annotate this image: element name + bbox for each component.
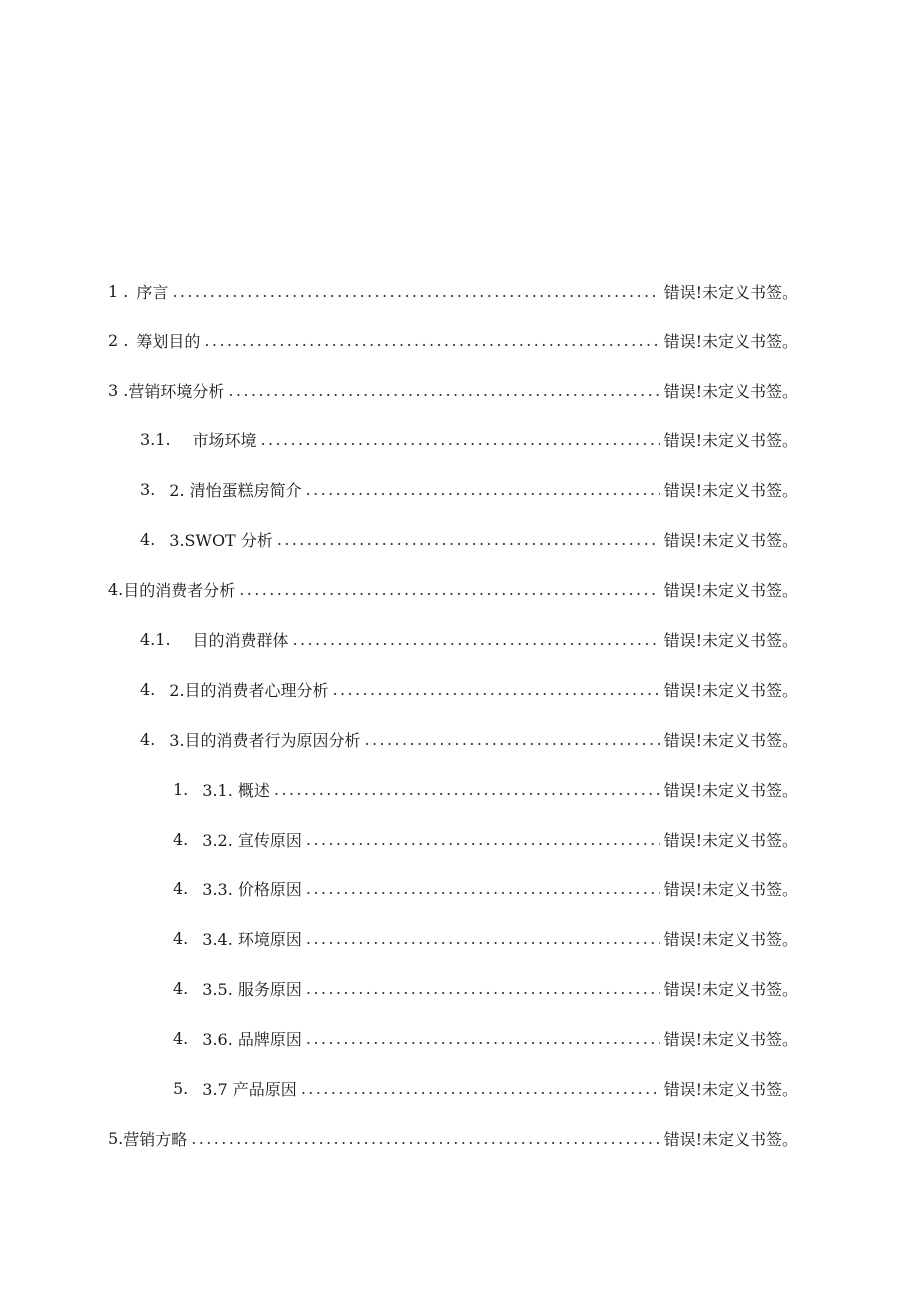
toc-page-ref: 错误!未定义书签。 [663, 1029, 798, 1049]
toc-entry-title: 目的消费者分析 [123, 580, 236, 600]
toc-entry-number: 4. [140, 679, 156, 699]
toc-page-ref: 错误!未定义书签。 [663, 480, 798, 500]
dot-leader [204, 331, 659, 350]
toc-entry-number: 3. [140, 479, 156, 499]
toc-entry-title: 营销方略 [123, 1129, 188, 1149]
toc-page-ref: 错误!未定义书签。 [663, 1129, 798, 1149]
dot-leader [239, 580, 659, 599]
toc-page-ref: 错误!未定义书签。 [663, 680, 798, 700]
toc-entry-number: 5. [173, 1078, 189, 1098]
toc-page-ref: 错误!未定义书签。 [663, 780, 798, 800]
toc-page-ref: 错误!未定义书签。 [663, 530, 798, 550]
toc-entry-title: 3.2. 宣传原因 [202, 830, 302, 850]
toc-entry-number: 4. [173, 878, 189, 898]
dot-leader [306, 879, 660, 898]
toc-entry-number: 5. [108, 1128, 124, 1148]
toc-entry-number: 4. [173, 978, 189, 998]
toc-entry-number: 3.1. [140, 429, 171, 449]
toc-entry-number: 1. [173, 779, 189, 799]
toc-entry-product-reason[interactable] [173, 1076, 798, 1100]
toc-entry-title: 3.3. 价格原因 [202, 879, 302, 899]
toc-entry-market-environment[interactable] [140, 427, 798, 451]
dot-leader [191, 1129, 659, 1148]
dot-leader [306, 929, 660, 948]
toc-entry-title: 3.6. 品牌原因 [202, 1029, 302, 1049]
toc-entry-price-reason[interactable] [173, 876, 798, 900]
toc-entry-number: 4. [140, 729, 156, 749]
toc-entry-brand-reason[interactable] [173, 1026, 798, 1050]
dot-leader [333, 680, 660, 699]
toc-entry-title: 2.目的消费者心理分析 [169, 680, 329, 700]
dot-leader [306, 830, 660, 849]
toc-page-ref: 错误!未定义书签。 [663, 979, 798, 999]
toc-entry-target-consumer[interactable] [108, 577, 798, 601]
toc-page-ref: 错误!未定义书签。 [663, 580, 798, 600]
dot-leader [228, 381, 659, 400]
toc-entry-swot[interactable] [140, 527, 798, 551]
toc-entry-title: 2. 清怡蛋糕房简介 [169, 480, 302, 500]
toc-page-ref: 错误!未定义书签。 [663, 1079, 798, 1099]
toc-entry-title: 3.SWOT 分析 [169, 530, 273, 550]
toc-entry-title: 3.4. 环境原因 [202, 929, 302, 949]
toc-entry-title: 3.目的消费者行为原因分析 [169, 730, 361, 750]
toc-entry-number: 4. [173, 829, 189, 849]
dot-leader [261, 430, 660, 449]
dot-leader [365, 730, 660, 749]
toc-entry-marketing-environment[interactable] [108, 378, 798, 402]
toc-entry-title: 序言 [136, 282, 169, 302]
dot-leader [306, 979, 660, 998]
dot-leader [301, 1079, 660, 1098]
toc-entry-number: 4. [108, 579, 124, 599]
toc-entry-number: 1 . [108, 281, 129, 301]
toc-page-ref: 错误!未定义书签。 [663, 381, 798, 401]
toc-entry-planning-purpose[interactable] [108, 328, 798, 352]
toc-entry-title: 目的消费群体 [192, 630, 289, 650]
toc-entry-marketing-strategy[interactable] [108, 1126, 798, 1150]
toc-entry-number: 3 . [108, 380, 129, 400]
toc-entry-number: 4. [173, 1028, 189, 1048]
toc-page-ref: 错误!未定义书签。 [663, 830, 798, 850]
toc-entry-number: 2 . [108, 330, 129, 350]
toc-entry-consumer-behavior[interactable] [140, 727, 798, 751]
toc-page-ref: 错误!未定义书签。 [663, 929, 798, 949]
toc-page-ref: 错误!未定义书签。 [663, 282, 798, 302]
toc-entry-number: 4.1. [140, 629, 171, 649]
toc-entry-title: 3.7 产品原因 [202, 1079, 297, 1099]
toc-entry-title: 筹划目的 [136, 331, 201, 351]
toc-entry-preface[interactable] [108, 279, 798, 303]
toc-entry-title: 市场环境 [192, 430, 257, 450]
dot-leader [274, 780, 660, 799]
dot-leader [293, 630, 660, 649]
dot-leader [306, 1029, 660, 1048]
toc-entry-promotion-reason[interactable] [173, 827, 798, 851]
toc-page-ref: 错误!未定义书签。 [663, 630, 798, 650]
toc-entry-title: 3.5. 服务原因 [202, 979, 302, 999]
toc-entry-environment-reason[interactable] [173, 926, 798, 950]
toc-page-ref: 错误!未定义书签。 [663, 730, 798, 750]
toc-page-ref: 错误!未定义书签。 [663, 430, 798, 450]
toc-entry-overview[interactable] [173, 777, 798, 801]
toc-page-ref: 错误!未定义书签。 [663, 879, 798, 899]
toc-page-ref: 错误!未定义书签。 [663, 331, 798, 351]
dot-leader [277, 530, 660, 549]
dot-leader [306, 480, 660, 499]
toc-entry-bakery-intro[interactable] [140, 477, 798, 501]
toc-entry-number: 4. [140, 529, 156, 549]
toc-entry-target-group[interactable] [140, 627, 798, 651]
toc-entry-title: 3.1. 概述 [202, 780, 270, 800]
toc-entry-number: 4. [173, 928, 189, 948]
toc-entry-consumer-psychology[interactable] [140, 677, 798, 701]
dot-leader [172, 282, 659, 301]
toc-entry-service-reason[interactable] [173, 976, 798, 1000]
toc-entry-title: 营销环境分析 [128, 381, 225, 401]
